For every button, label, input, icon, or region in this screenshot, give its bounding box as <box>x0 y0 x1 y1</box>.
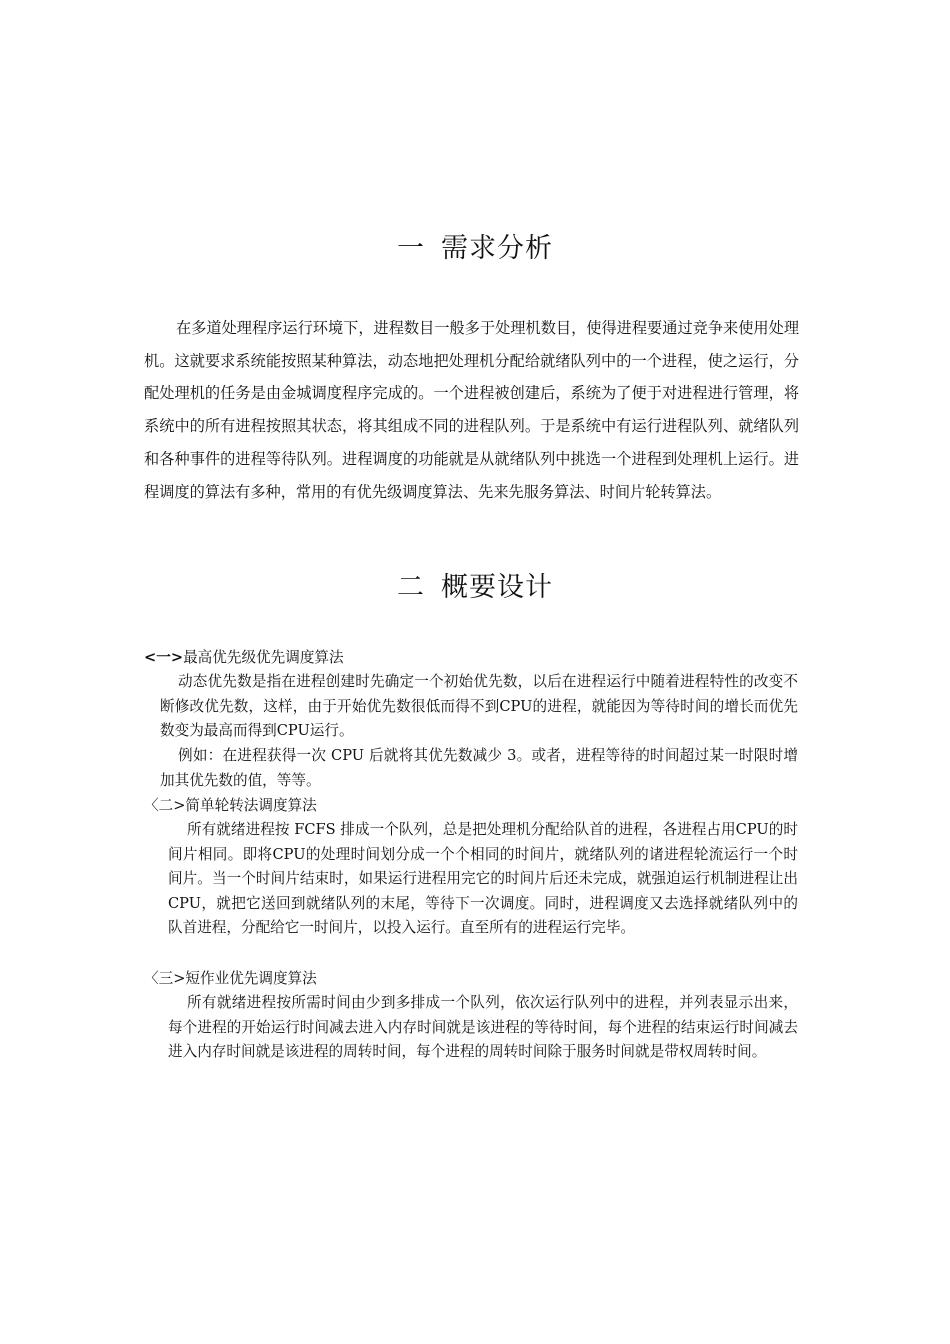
item1-title: 最高优先级优先调度算法 <box>183 649 344 666</box>
item3-marker: 〈三> <box>144 970 186 987</box>
item2-paragraph: 所有就绪进程按 FCFS 排成一个队列，总是把处理机分配给队首的进程，各进程占用CPU的时间片相同。即将CPU的处理时间划分成一个个相同的时间片，就绪队列的诸进程轮流运行一个时间片。当一个时间片结束时，如果运行进程用完它的时间片后还未完成，就强迫运行机制进程让出CPU，就把它送回到就绪队列的末尾，等待下一次调度。同时，进程调度又去选择就绪队列中的队首进程，分配给它一时间片，以投入运行。直至所有的进程运行完毕。 <box>168 821 798 937</box>
section2-number: 二 <box>397 572 425 603</box>
item3-heading <box>144 967 804 992</box>
item1-paragraph-2: 例如：在进程获得一次 CPU 后就将其优先数减少 3。或者，进程等待的时间超过某一时限时增加其优先数的值，等等。 <box>160 747 798 789</box>
section1-number: 一 <box>397 233 425 264</box>
item3-paragraph: 所有就绪进程按所需时间由少到多排成一个队列，依次运行队列中的进程，并列表显示出来，每个进程的开始运行时间减去进入内存时间就是该进程的等待时间，每个进程的结束运行时间减去进入内存时间就是该进程的周转时间，每个进程的周转时间除于服务时间就是带权周转时间。 <box>168 994 798 1061</box>
section2-heading <box>0 565 950 604</box>
section1-heading <box>0 226 950 265</box>
section1-paragraph: 在多道处理程序运行环境下，进程数目一般多于处理机数目，使得进程要通过竞争来使用处理机。这就要求系统能按照某种算法，动态地把处理机分配给就绪队列中的一个进程，使之运行，分配处理机的任务是由金城调度程序完成的。一个进程被创建后，系统为了便于对进程进行管理，将系统中的所有进程按照其状态，将其组成不同的进程队列。于是系统中有运行进程队列、就绪队列和各种事件的进程等待队列。进程调度的功能就是从就绪队列中挑选一个进程到处理机上运行。进程调度的算法有多种，常用的有优先级调度算法、先来先服务算法、时间片轮转算法。 <box>144 319 799 501</box>
item1-heading <box>144 646 804 671</box>
item2-marker: 〈二> <box>144 797 186 814</box>
item2-title: 简单轮转法调度算法 <box>185 797 317 814</box>
section1-title: 需求分析 <box>441 233 553 264</box>
item1-marker: <一> <box>144 649 184 666</box>
item1-paragraph-1: 动态优先数是指在进程创建时先确定一个初始优先数，以后在进程运行中随着进程特性的改变不断修改优先数，这样，由于开始优先数很低而得不到CPU的进程，就能因为等待时间的增长而优先数变为最高而得到CPU运行。 <box>160 673 798 740</box>
item2-heading <box>144 794 804 819</box>
item3-title: 短作业优先调度算法 <box>185 970 317 987</box>
section2-title: 概要设计 <box>441 572 553 603</box>
